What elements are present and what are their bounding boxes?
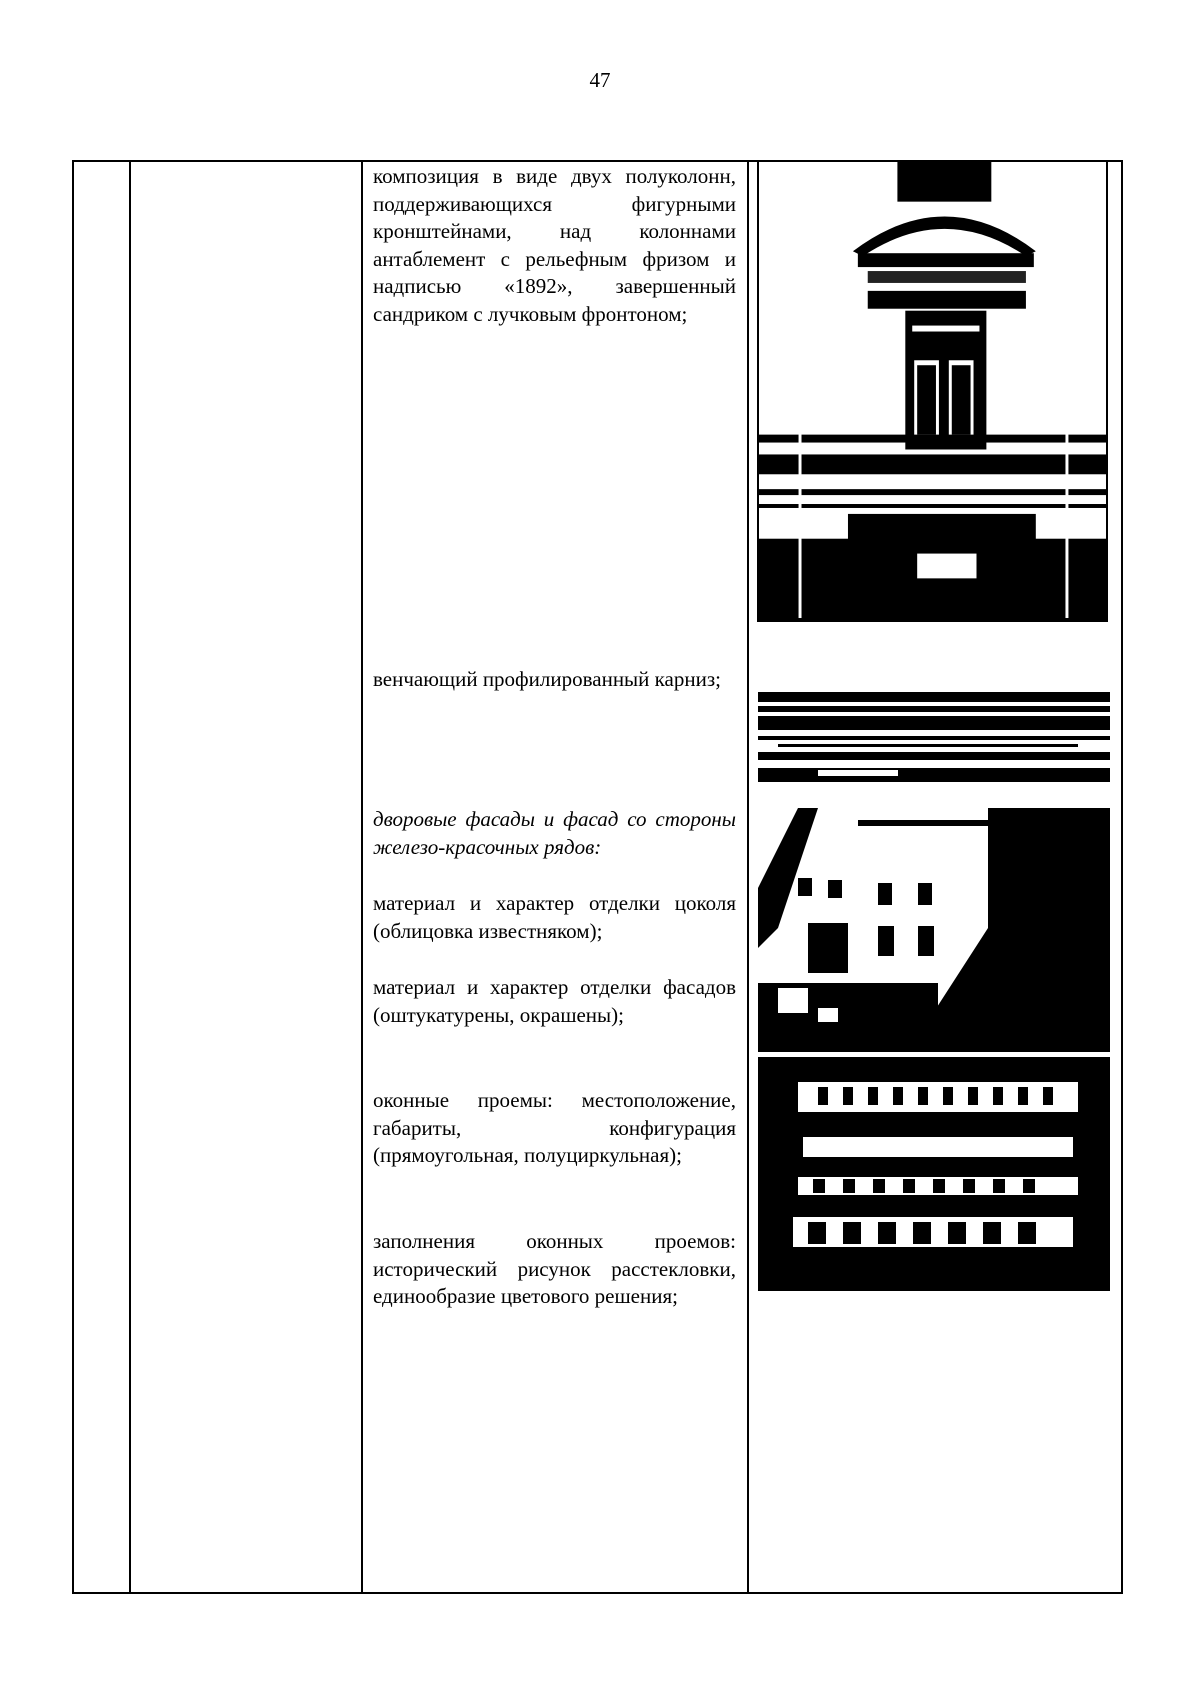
paragraph-portal-composition: композиция в виде двух полуколонн, поддерживающихся фигурными кронштейнами, над колоннами антаблемент с рельефным фризом и надписью «1892», завершенный сандриком с лучковым фронтоном; bbox=[373, 164, 736, 326]
paragraph-cornice: венчающий профилированный карниз; bbox=[373, 667, 721, 691]
photo-window-pediment bbox=[757, 160, 1108, 622]
photo-cornice bbox=[758, 692, 1110, 782]
paragraph-window-fillings: заполнения оконных проемов: исторический рисунок расстекловки, единообразие цветового решения; bbox=[373, 1229, 736, 1309]
page-number: 47 bbox=[589, 68, 611, 92]
photo-cornice-image bbox=[758, 692, 1110, 782]
photo-window-pediment-image bbox=[759, 162, 1106, 620]
photo-courtyard-facade bbox=[758, 808, 1110, 1052]
table-bottom-border bbox=[72, 1592, 1122, 1594]
column-border-3 bbox=[361, 160, 363, 1594]
paragraph-facade-material: материал и характер отделки фасадов (оштукатурены, окрашены); bbox=[373, 975, 736, 1027]
column-border-2 bbox=[129, 160, 131, 1594]
paragraph-window-openings: оконные проемы: местоположение, габариты, конфигурация (прямоугольная, полуциркульная); bbox=[373, 1088, 736, 1168]
paragraph-plinth-material: материал и характер отделки цоколя (облицовка известняком); bbox=[373, 891, 736, 943]
photo-street-facade-image bbox=[758, 1057, 1110, 1291]
photo-courtyard-facade-image bbox=[758, 808, 1110, 1052]
paragraph-courtyard-facades: дворовые фасады и фасад со стороны железо-красочных рядов: bbox=[373, 807, 736, 859]
column-border-1 bbox=[72, 160, 74, 1594]
photo-street-facade bbox=[758, 1057, 1110, 1291]
column-border-5 bbox=[1121, 160, 1123, 1594]
column-border-4 bbox=[747, 160, 749, 1594]
